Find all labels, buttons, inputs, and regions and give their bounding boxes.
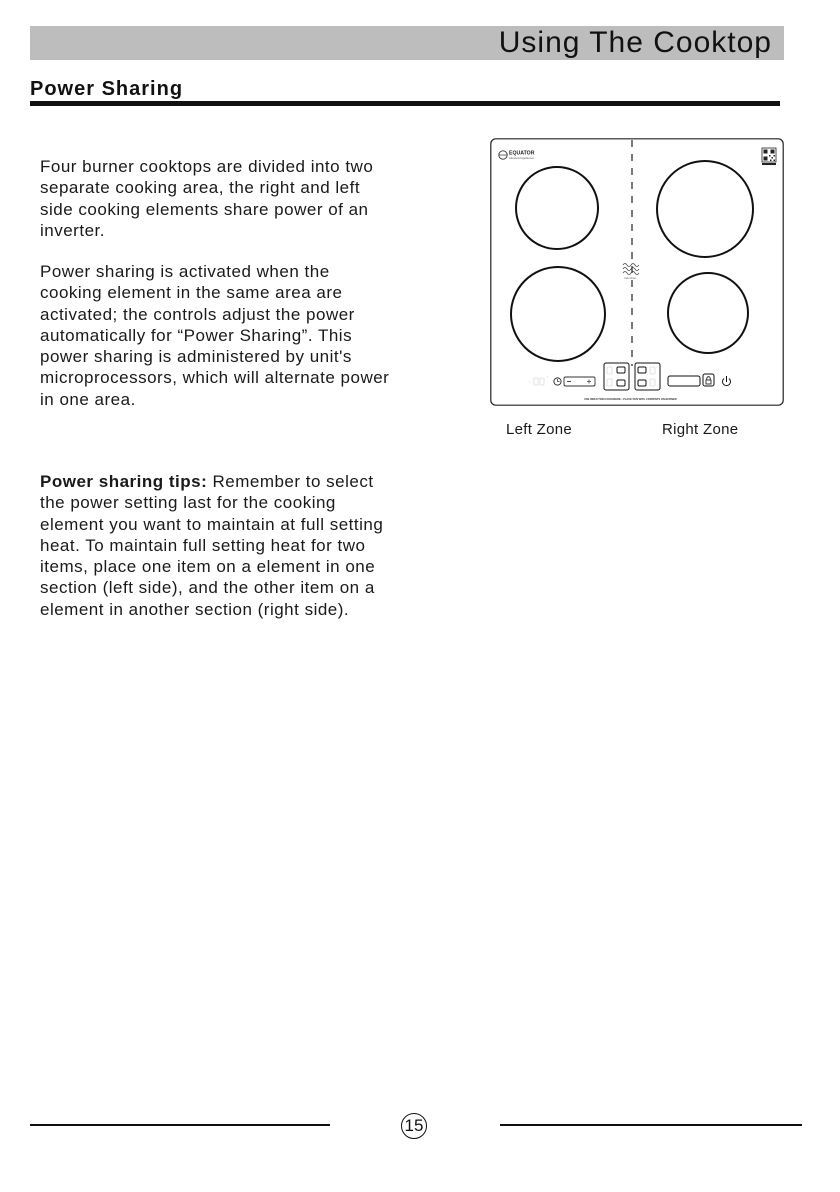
induction-label: Induction: [624, 276, 637, 280]
timer-display-indicator: ·: [528, 379, 532, 386]
cooktop-bottom-text: USE INDUCTION COOKWARE • PLACE PAN WITH CONTENTS ON BURNER: [584, 398, 677, 401]
left-zone-label: Left Zone: [506, 421, 573, 438]
svg-text:·: ·: [690, 370, 692, 375]
brand-name: EQUATOR: [509, 150, 535, 157]
burner-left-rear: [516, 167, 598, 249]
page-number: 15: [401, 1113, 427, 1139]
burner-left-front: [511, 267, 605, 361]
tips-text: Remember to select the power setting last for the cooking element you want to maintain at full setting heat. To maintain full setting heat for two items, place one item on a element in one section (left side), and the other item on a element in another section (right side).: [40, 472, 384, 619]
page-header-title: Using The Cooktop: [498, 26, 772, 59]
footer-rule-left: [30, 1124, 330, 1126]
svg-text:·: ·: [725, 369, 727, 374]
header-bar: [30, 26, 784, 60]
burner-right-front: [668, 273, 748, 353]
svg-text:·: ·: [546, 374, 550, 381]
burner-right-rear: [657, 161, 753, 257]
brand-subtitle: Advanced Appliances: [509, 157, 534, 160]
tips-label: Power sharing tips:: [40, 472, 208, 491]
section-title: Power Sharing: [30, 78, 184, 100]
right-zone-label: Right Zone: [662, 421, 739, 438]
footer-rule-right: [500, 1124, 802, 1126]
tips-paragraph: [40, 471, 392, 620]
section-divider: [30, 101, 780, 106]
activation-paragraph: Power sharing is activated when the cooking element in the same area are activated; the controls adjust the power automatically for “Power Sharing”. This power sharing is administered by unit's microprocessors, which will alternate power in one area.: [40, 262, 390, 409]
intro-paragraph: Four burner cooktops are divided into two separate cooking area, the right and left side cooking elements share power of an inverter.: [40, 157, 374, 240]
cooktop-diagram: [490, 138, 784, 406]
